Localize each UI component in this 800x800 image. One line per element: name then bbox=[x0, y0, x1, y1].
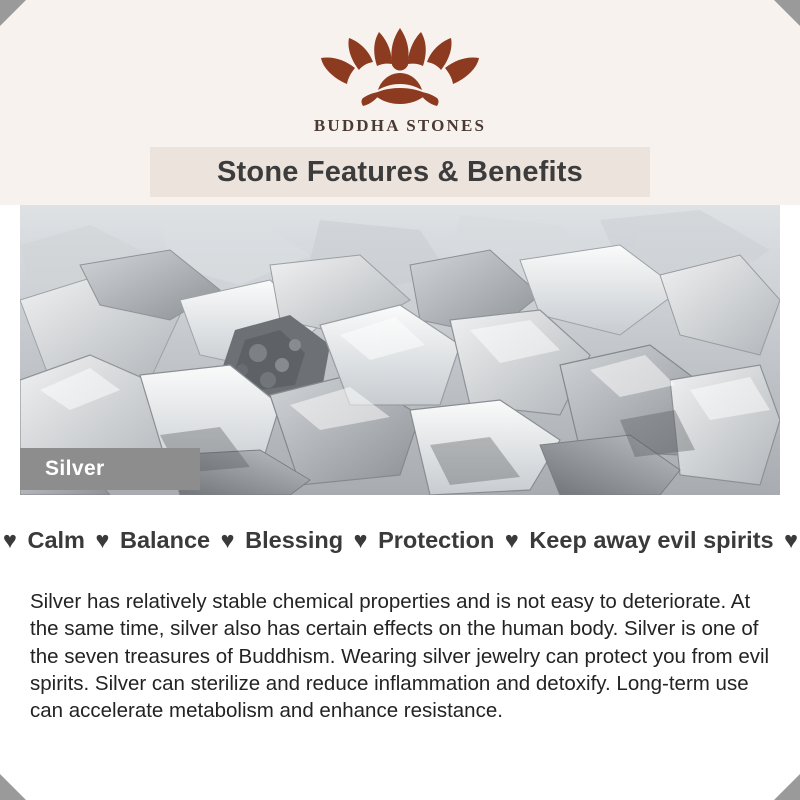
corner-accent-top-right bbox=[774, 0, 800, 26]
heart-icon: ♥ bbox=[220, 527, 235, 553]
benefit-term-calm: Calm bbox=[27, 527, 85, 553]
description-text: Silver has relatively stable chemical properties and is not easy to deteriorate. At the same time, silver also has certain effects on the human body. Silver is one of the seven treasures of Buddhism. Wearing silver jewelry can protect you from evil spirits. Silver can sterilize and reduce inflammation and detoxify. Long-term use can accelerate metabolism and enhance resistance. bbox=[30, 590, 770, 722]
corner-accent-bottom-left bbox=[0, 774, 26, 800]
benefit-term-protection: Protection bbox=[378, 527, 495, 553]
benefit-term-blessing: Blessing bbox=[245, 527, 344, 553]
photo-bottom-gap bbox=[0, 495, 800, 505]
brand-name: BUDDHA STONES bbox=[313, 116, 487, 135]
heart-icon: ♥ bbox=[504, 527, 519, 553]
lotus-meditation-figure-icon bbox=[315, 22, 485, 114]
brand-block bbox=[0, 22, 800, 136]
corner-accent-bottom-right bbox=[774, 774, 800, 800]
stone-name-label: Silver bbox=[45, 457, 105, 480]
benefits-line bbox=[0, 527, 800, 554]
heart-icon: ♥ bbox=[3, 527, 17, 553]
heart-icon: ♥ bbox=[95, 527, 110, 553]
page-title: Stone Features & Benefits bbox=[217, 155, 583, 188]
title-band bbox=[150, 147, 650, 197]
stone-name-tab bbox=[20, 448, 200, 490]
heart-icon: ♥ bbox=[784, 527, 799, 553]
benefit-term-keep-away-evil-spirits: Keep away evil spirits bbox=[529, 527, 774, 553]
corner-accent-top-left bbox=[0, 0, 26, 26]
benefit-term-balance: Balance bbox=[119, 527, 211, 553]
heart-icon: ♥ bbox=[353, 527, 368, 553]
